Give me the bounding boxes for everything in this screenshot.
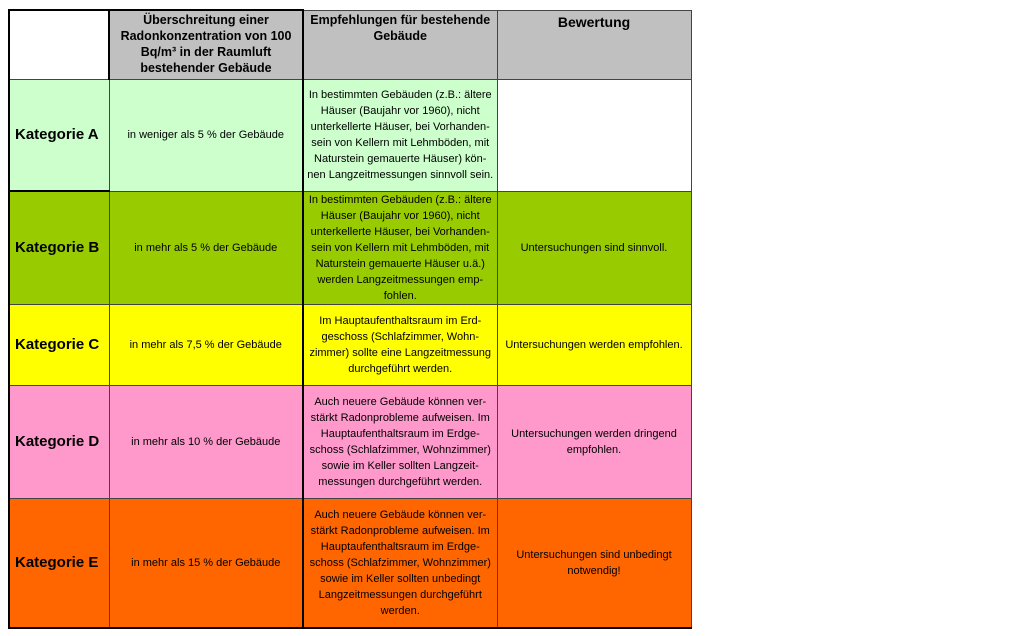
radon-category-table-wrapper [8,9,692,629]
assessment-cell: Untersuchungen werden empfohlen. [497,304,691,385]
recommendation-cell: In bestimmten Gebäuden (z.B.: ältere Häuser (Baujahr vor 1960), nicht unterkellerte Häuser, bei Vorhanden-sein von Kellern mit Lehmböden, mit Naturstein gemauerte Häuser u.ä.) werden Langzeitmessungen emp-fohlen. [303,191,497,304]
recommendation-cell: Im Hauptaufenthaltsraum im Erd-geschoss (Schlafzimmer, Wohn-zimmer) sollte eine Langzeitmessung durchgeführt werden. [303,304,497,385]
header-recommendation: Empfehlungen für bestehende Gebäude [303,10,497,79]
recommendation-cell: Auch neuere Gebäude können ver-stärkt Radonprobleme aufweisen. Im Hauptaufenthaltsraum im Erdge-schoss (Schlafzimmer, Wohnzimmer) sowie im Keller sollten Langzeit-messungen durchgeführt werden. [303,385,497,498]
assessment-cell: Untersuchungen werden dringend empfohlen. [497,385,691,498]
assessment-cell: Untersuchungen sind sinnvoll. [497,191,691,304]
header-exceedance: Überschreitung einer Radonkonzentration von 100 Bq/m³ in der Raumluft bestehender Gebäude [109,10,303,79]
exceedance-cell: in mehr als 5 % der Gebäude [109,191,303,304]
exceedance-cell: in mehr als 10 % der Gebäude [109,385,303,498]
assessment-cell [497,79,691,191]
recommendation-cell: Auch neuere Gebäude können ver-stärkt Radonprobleme aufweisen. Im Hauptaufenthaltsraum im Erdge-schoss (Schlafzimmer, Wohnzimmer) sowie im Keller sollten unbedingt Langzeitmessungen durchgeführt werden. [303,498,497,628]
exceedance-cell: in mehr als 7,5 % der Gebäude [109,304,303,385]
table-row-kategorie-c [9,304,691,385]
table-row-kategorie-a [9,79,691,191]
recommendation-cell: In bestimmten Gebäuden (z.B.: ältere Häuser (Baujahr vor 1960), nicht unterkellerte Häuser, bei Vorhanden-sein von Kellern mit Lehmböden, mit Naturstein gemauerte Häuser) kön-nen Langzeitmessungen sinnvoll sein. [303,79,497,191]
assessment-cell: Untersuchungen sind unbedingt notwendig! [497,498,691,628]
category-label: Kategorie B [9,191,109,304]
category-label: Kategorie E [9,498,109,628]
exceedance-cell: in mehr als 15 % der Gebäude [109,498,303,628]
exceedance-cell: in weniger als 5 % der Gebäude [109,79,303,191]
radon-category-table [8,9,692,629]
table-row-kategorie-b [9,191,691,304]
category-label: Kategorie C [9,304,109,385]
table-row-kategorie-d [9,385,691,498]
header-assessment: Bewertung [497,10,691,79]
table-header-row [9,10,691,79]
table-row-kategorie-e [9,498,691,628]
header-corner-cell [9,10,109,79]
category-label: Kategorie D [9,385,109,498]
category-label: Kategorie A [9,79,109,191]
